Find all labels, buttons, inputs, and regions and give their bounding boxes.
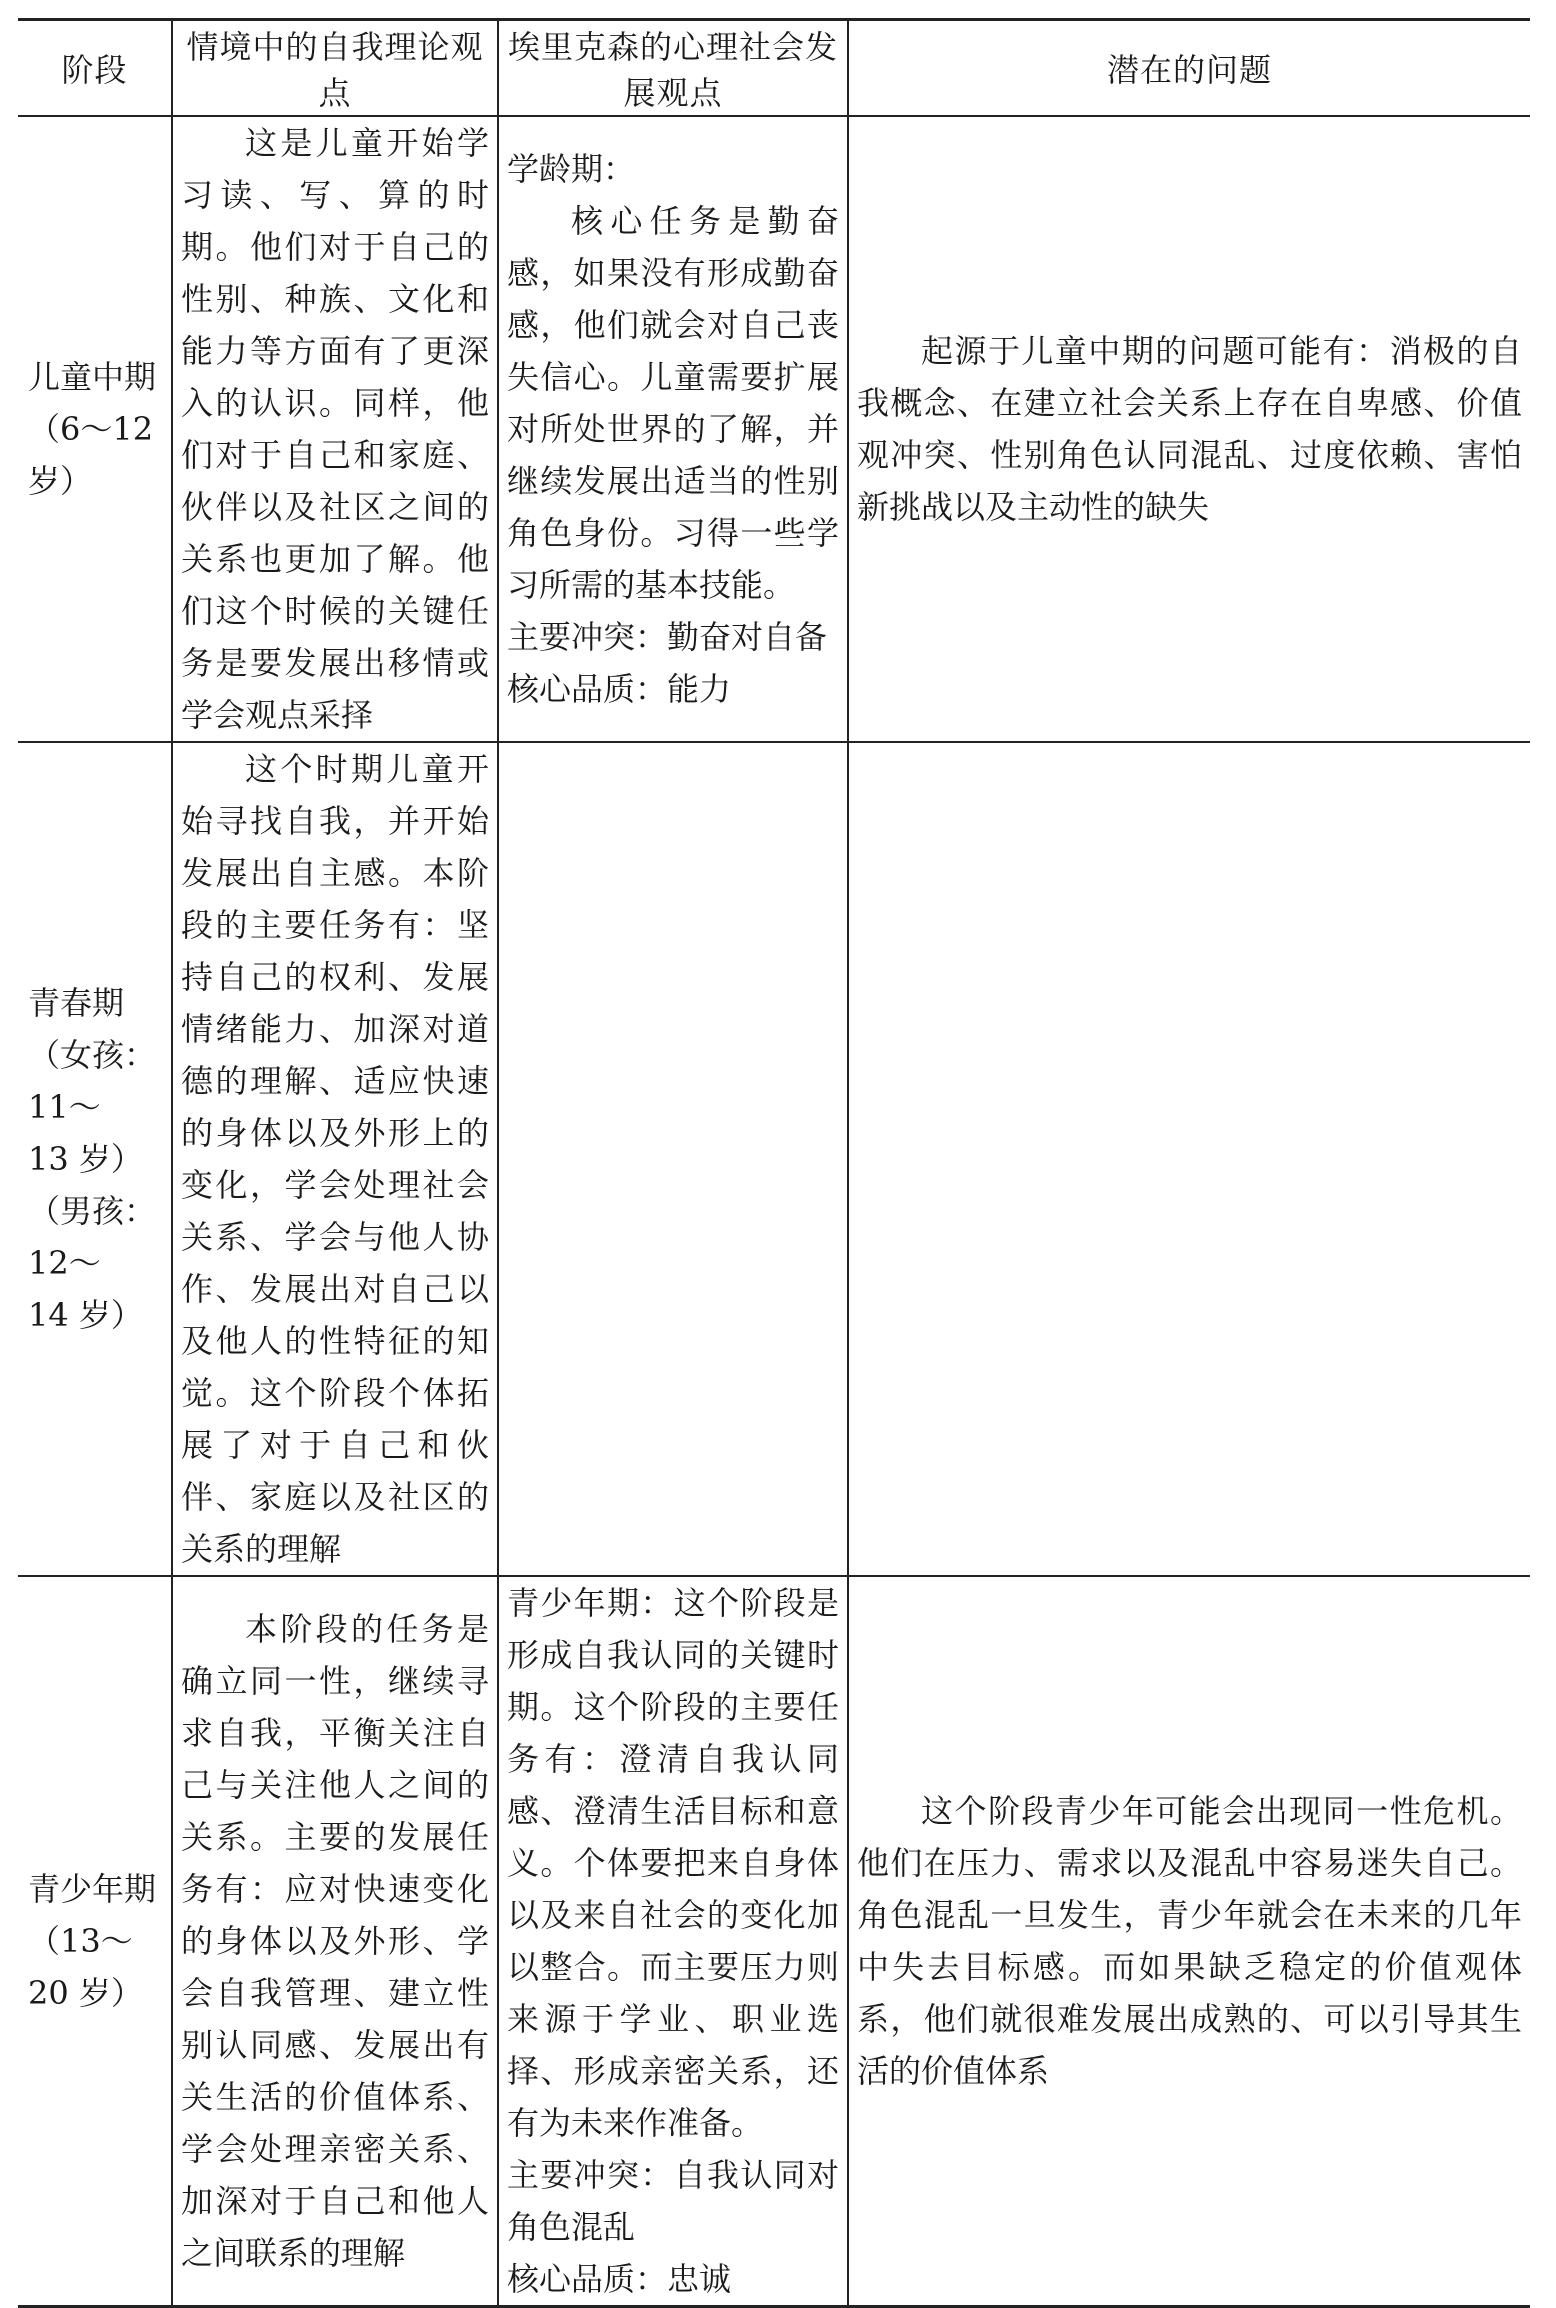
erikson-conflict: 主要冲突：勤奋对自备	[507, 618, 828, 656]
stage-age-girls-end: 13 岁）	[28, 1140, 143, 1178]
stage-name: 青春期	[28, 984, 125, 1022]
development-stages-table	[18, 18, 1530, 2308]
problems-text: 起源于儿童中期的问题可能有：消极的自我概念、在建立社会关系上存在自卑感、价值观冲突、性别角色认同混乱、过度依赖、害怕新挑战以及主动性的缺失	[857, 332, 1522, 526]
stage-name: 青少年期	[28, 1870, 157, 1908]
erikson-period: 学龄期：	[507, 150, 636, 188]
self-theory-text: 本阶段的任务是确立同一性，继续寻求自我，平衡关注自己与关注他人之间的关系。主要的发展任务有：应对快速变化的身体以及外形、学会自我管理、建立性别认同感、发展出有关生活的价值体系、学会处理亲密关系、加深对于自己和他人之间联系的理解	[181, 1610, 489, 2272]
header-erikson: 埃里克森的心理社会发展观点	[498, 20, 848, 117]
self-theory-cell	[172, 116, 498, 742]
table-row	[18, 1576, 1530, 2307]
stage-age-girls: （女孩：11～	[28, 1036, 157, 1126]
stage-cell	[18, 742, 172, 1576]
self-theory-text: 这是儿童开始学习读、写、算的时期。他们对于自己的性别、种族、文化和能力等方面有了更深入的认识。同样，他们对于自己和家庭、伙伴以及社区之间的关系也更加了解。他们这个时候的关键任务是要发展出移情或学会观点采择	[181, 124, 489, 734]
erikson-virtue: 核心品质：能力	[507, 670, 732, 708]
erikson-cell	[498, 1576, 848, 2307]
stage-cell	[18, 1576, 172, 2307]
header-self-theory: 情境中的自我理论观点	[172, 20, 498, 117]
erikson-text: 青少年期：这个阶段是形成自我认同的关键时期。这个阶段的主要任务有：澄清自我认同感、澄清生活目标和意义。个体要把来自身体以及来自社会的变化加以整合。而主要压力则来源于学业、职业选择、形成亲密关系，还有为未来作准备。	[507, 1584, 839, 2142]
self-theory-cell	[172, 742, 498, 1576]
stage-age-boys-end: 14 岁）	[28, 1296, 143, 1334]
stage-age-boys: （男孩：12～	[28, 1192, 157, 1282]
erikson-conflict: 主要冲突：自我认同对角色混乱	[507, 2156, 839, 2246]
table-header-row	[18, 20, 1530, 117]
problems-cell	[848, 116, 1530, 742]
self-theory-cell	[172, 1576, 498, 2307]
header-problems: 潜在的问题	[848, 20, 1530, 117]
stage-age: （6～12 岁）	[28, 410, 154, 500]
erikson-virtue: 核心品质：忠诚	[507, 2260, 732, 2298]
erikson-cell	[498, 116, 848, 742]
problems-text: 这个阶段青少年可能会出现同一性危机。他们在压力、需求以及混乱中容易迷失自己。角色混乱一旦发生，青少年就会在未来的几年中失去目标感。而如果缺乏稳定的价值观体系，他们就很难发展出成熟的、可以引导其生活的价值体系	[857, 1792, 1522, 2090]
stage-age: （13～20 岁）	[28, 1922, 143, 2012]
erikson-text: 核心任务是勤奋感，如果没有形成勤奋感，他们就会对自己丧失信心。儿童需要扩展对所处世界的了解，并继续发展出适当的性别角色身份。习得一些学习所需的基本技能。	[507, 202, 839, 604]
self-theory-text: 这个时期儿童开始寻找自我，并开始发展出自主感。本阶段的主要任务有：坚持自己的权利、发展情绪能力、加深对道德的理解、适应快速的身体以及外形上的变化，学会处理社会关系、学会与他人协作、发展出对自己以及他人的性特征的知觉。这个阶段个体拓展了对于自己和伙伴、家庭以及社区的关系的理解	[181, 750, 489, 1568]
header-stage: 阶段	[18, 20, 172, 117]
stage-name: 儿童中期	[28, 358, 157, 396]
problems-cell	[848, 1576, 1530, 2307]
stage-cell	[18, 116, 172, 742]
table-row	[18, 742, 1530, 1576]
table-row	[18, 116, 1530, 742]
problems-cell	[848, 742, 1530, 1576]
erikson-cell	[498, 742, 848, 1576]
